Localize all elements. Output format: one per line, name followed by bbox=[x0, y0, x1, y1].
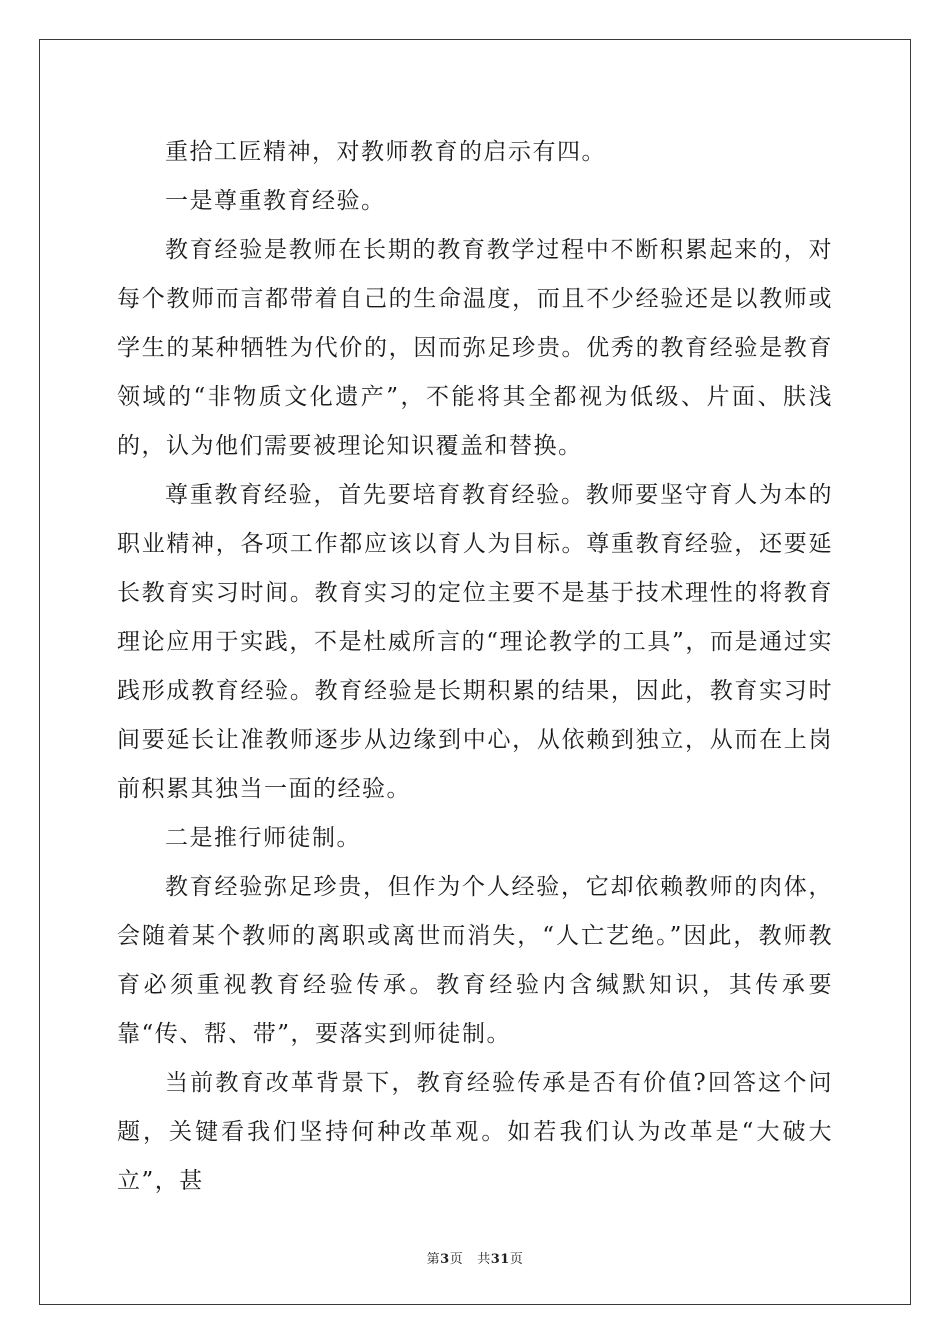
page-number: 3 bbox=[440, 1252, 450, 1267]
total-pages: 31 bbox=[490, 1252, 510, 1267]
page-footer bbox=[0, 1248, 950, 1267]
paragraph: 重拾工匠精神，对教师教育的启示有四。 bbox=[165, 139, 606, 165]
paragraph: 教育经验弥足珍贵，但作为个人经验，它却依赖教师的肉体，会随着某个教师的离职或离世而消失，“人亡艺绝。”因此，教师教育必须重视教育经验传承。教育经验内含缄默知识，其传承要靠“传、帮、带”，要落实到师徒制。 bbox=[117, 874, 833, 1047]
total-label-suffix: 页 bbox=[509, 1252, 524, 1267]
document-body bbox=[117, 128, 833, 1206]
paragraph: 当前教育改革背景下，教育经验传承是否有价值?回答这个问题，关键看我们坚持何种改革观。如若我们认为改革是“大破大立”，甚 bbox=[117, 1070, 833, 1194]
page-label-prefix: 第 bbox=[426, 1252, 441, 1267]
page-label-suffix: 页 bbox=[449, 1252, 464, 1267]
section-heading: 二是推行师徒制。 bbox=[165, 825, 361, 851]
total-label-prefix: 共 bbox=[477, 1252, 491, 1267]
paragraph: 尊重教育经验，首先要培育教育经验。教师要坚守育人为本的职业精神，各项工作都应该以育人为目标。尊重教育经验，还要延长教育实习时间。教育实习的定位主要不是基于技术理性的将教育理论应用于实践，不是杜威所言的“理论教学的工具”，而是通过实践形成教育经验。教育经验是长期积累的结果，因此，教育实习时间要延长让准教师逐步从边缘到中心，从依赖到独立，从而在上岗前积累其独当一面的经验。 bbox=[117, 482, 833, 802]
paragraph: 教育经验是教师在长期的教育教学过程中不断积累起来的，对每个教师而言都带着自己的生命温度，而且不少经验还是以教师或学生的某种牺牲为代价的，因而弥足珍贵。优秀的教育经验是教育领域的“非物质文化遗产”，不能将其全都视为低级、片面、肤浅的，认为他们需要被理论知识覆盖和替换。 bbox=[117, 237, 833, 459]
section-heading: 一是尊重教育经验。 bbox=[165, 188, 386, 214]
